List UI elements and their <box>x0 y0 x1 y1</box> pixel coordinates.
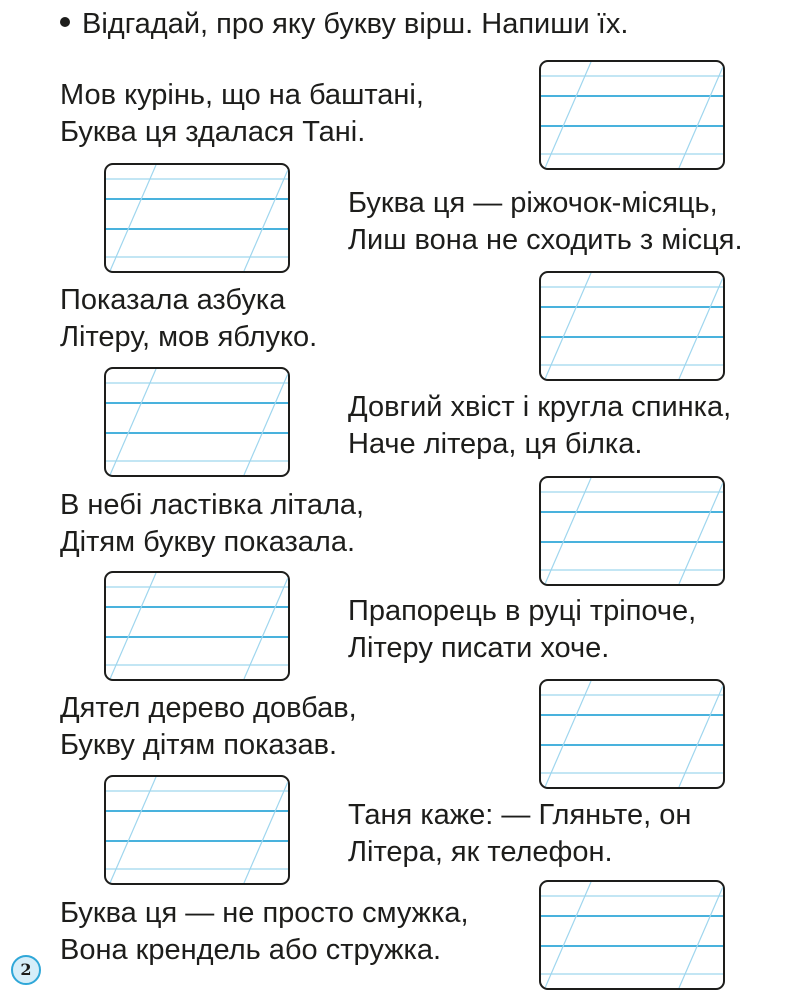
answer-box-4[interactable] <box>104 367 290 477</box>
slant-line <box>545 273 591 379</box>
slant-line <box>679 681 723 787</box>
answer-box-5[interactable] <box>539 476 725 586</box>
answer-box-1[interactable] <box>539 60 725 170</box>
ruling-lines <box>106 573 288 679</box>
slant-line <box>545 681 591 787</box>
instruction-text: Відгадай, про яку букву вірш. Напиши їх. <box>82 8 629 40</box>
riddle-line: Показала азбука <box>60 284 286 316</box>
ruling-lines <box>106 777 288 883</box>
answer-box-9[interactable] <box>539 880 725 990</box>
riddle-line: Букву дітям показав. <box>60 729 338 761</box>
ruling-lines <box>541 882 723 988</box>
ruling-lines <box>541 681 723 787</box>
slant-line <box>679 882 723 988</box>
riddle-line: В небі ластівка літала, <box>60 489 365 521</box>
slant-line <box>679 62 723 168</box>
answer-box-3[interactable] <box>539 271 725 381</box>
riddle-line: Дятел дерево довбав, <box>60 692 357 724</box>
riddle-line: Лиш вона не сходить з місця. <box>348 224 743 256</box>
ruling-lines <box>106 165 288 271</box>
ruling-lines <box>541 273 723 379</box>
slant-line <box>244 777 288 883</box>
riddle-line: Буква ця — ріжочок-місяць, <box>348 187 718 219</box>
riddle-line: Буква ця — не просто смужка, <box>60 897 469 929</box>
slant-line <box>679 273 723 379</box>
riddle-2 <box>348 185 743 259</box>
page-number: 2 <box>20 960 32 979</box>
slant-line <box>110 165 156 271</box>
ruling-lines <box>106 369 288 475</box>
riddle-9 <box>60 895 469 969</box>
riddle-line: Довгий хвіст і кругла спинка, <box>348 391 732 423</box>
riddle-line: Літера, як телефон. <box>348 836 613 868</box>
riddle-8 <box>348 797 691 871</box>
riddle-4 <box>348 389 731 463</box>
page-number-badge <box>11 955 41 985</box>
answer-box-6[interactable] <box>104 571 290 681</box>
riddle-line: Буква ця здалася Тані. <box>60 116 366 148</box>
riddle-line: Вона крендель або стружка. <box>60 934 442 966</box>
slant-line <box>110 573 156 679</box>
riddle-line: Літеру, мов яблуко. <box>60 321 318 353</box>
instruction <box>60 4 628 44</box>
bullet-icon <box>60 17 70 27</box>
riddle-1 <box>60 77 424 151</box>
riddle-line: Літеру писати хоче. <box>348 632 610 664</box>
slant-line <box>545 62 591 168</box>
slant-line <box>244 165 288 271</box>
riddle-7 <box>60 690 357 764</box>
riddle-line: Мов курінь, що на баштані, <box>60 79 424 111</box>
slant-line <box>110 777 156 883</box>
riddle-5 <box>60 487 364 561</box>
riddle-line: Дітям букву показала. <box>60 526 356 558</box>
riddle-3 <box>60 282 317 356</box>
riddle-line: Прапорець в руці тріпоче, <box>348 595 697 627</box>
answer-box-2[interactable] <box>104 163 290 273</box>
slant-line <box>545 478 591 584</box>
riddle-line: Наче літера, ця білка. <box>348 428 643 460</box>
slant-line <box>679 478 723 584</box>
answer-box-7[interactable] <box>539 679 725 789</box>
slant-line <box>244 573 288 679</box>
slant-line <box>110 369 156 475</box>
riddle-line: Таня каже: — Гляньте, он <box>348 799 692 831</box>
answer-box-8[interactable] <box>104 775 290 885</box>
slant-line <box>244 369 288 475</box>
ruling-lines <box>541 62 723 168</box>
slant-line <box>545 882 591 988</box>
ruling-lines <box>541 478 723 584</box>
riddle-6 <box>348 593 696 667</box>
